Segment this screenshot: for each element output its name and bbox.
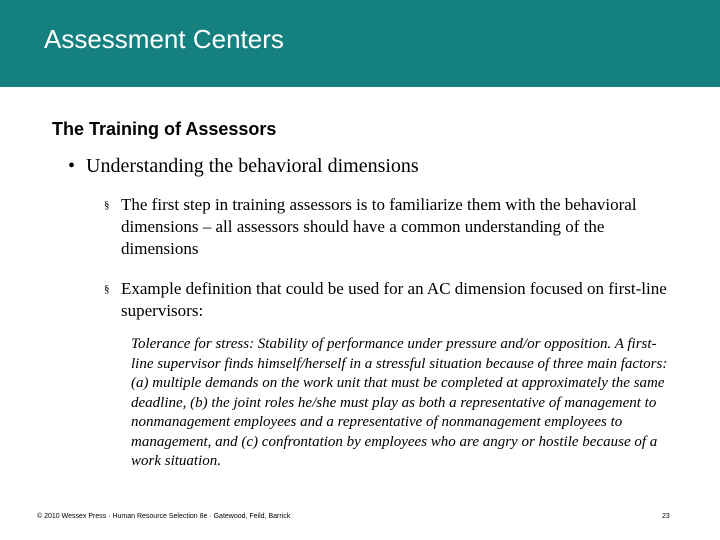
footer-copyright: © 2010 Wessex Press · Human Resource Selection 8e · Gatewood, Feild, Barrick [37, 513, 291, 520]
sub-bullet-item [104, 194, 684, 260]
title-bar [0, 0, 720, 87]
slide-title: Assessment Centers [44, 24, 284, 54]
square-bullet-icon: § [104, 199, 110, 211]
square-bullet-icon: § [104, 283, 110, 295]
bullet-text: Understanding the behavioral dimensions [86, 155, 419, 177]
section-heading: The Training of Assessors [52, 119, 277, 139]
sub-bullet-text: Example definition that could be used for an AC dimension focused on first-line supervisors: [121, 279, 667, 320]
round-bullet-icon: • [68, 155, 76, 177]
example-definition: Tolerance for stress: Stability of performance under pressure and/or opposition. A first-line supervisor finds himself/herself in a stressful situation because of three main factors: (a) multiple demands on the work unit that must be completed at approximately the same deadline, (b) the joint roles he/she must play as both a representative of management to nonmanagement employees and a representative of nonmanagement employees to management, and (c) confrontation by employees who are angry or hostile because of a work situation. [131, 336, 668, 469]
sub-bullet-item [104, 278, 684, 322]
page-number: 23 [662, 513, 670, 520]
sub-bullet-text: The first step in training assessors is to familiarize them with the behavioral dimensions – all assessors should have a common understanding of the dimensions [121, 195, 637, 258]
